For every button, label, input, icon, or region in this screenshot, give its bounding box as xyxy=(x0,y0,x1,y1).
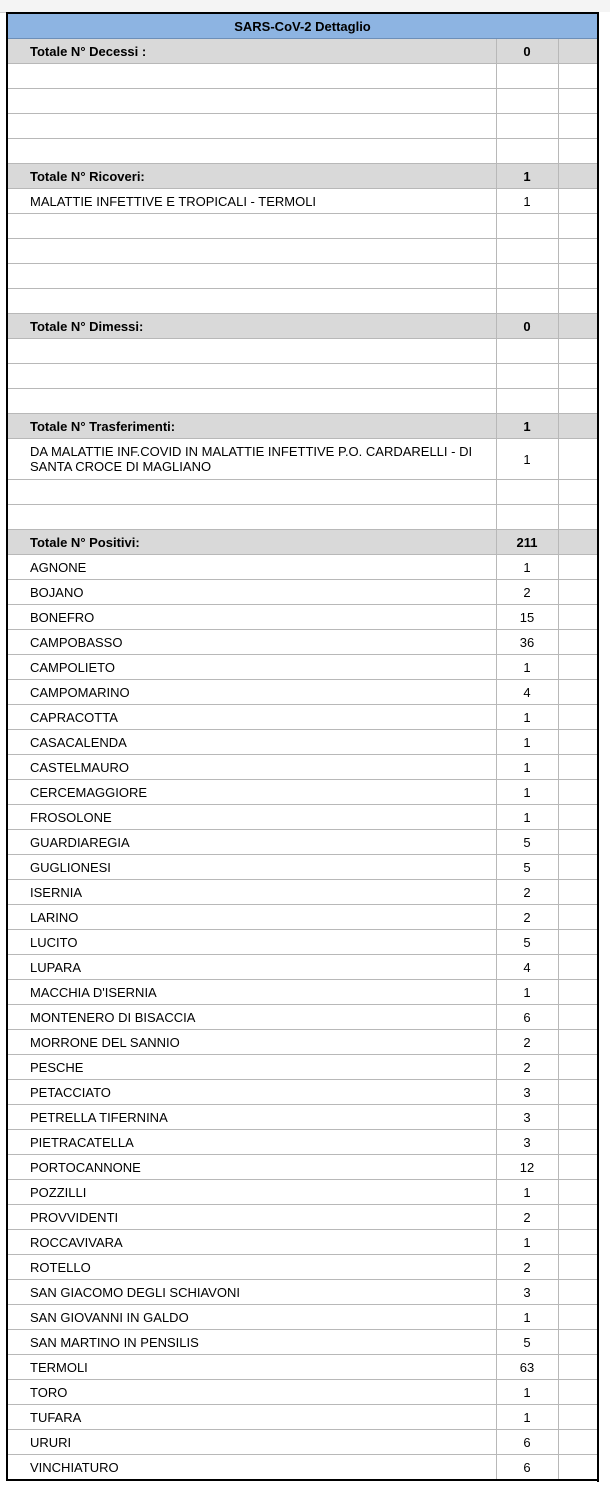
empty-cell xyxy=(496,505,558,530)
row-name: FROSOLONE xyxy=(7,805,496,830)
empty-cell xyxy=(558,580,598,605)
empty-cell xyxy=(558,555,598,580)
table-row xyxy=(7,1280,598,1305)
row-value: 63 xyxy=(496,1355,558,1380)
row-name: CASTELMAURO xyxy=(7,755,496,780)
empty-cell xyxy=(496,139,558,164)
table-row xyxy=(7,855,598,880)
row-name: URURI xyxy=(7,1430,496,1455)
empty-cell xyxy=(558,1230,598,1255)
table-row xyxy=(7,655,598,680)
empty-cell xyxy=(7,64,496,89)
empty-cell xyxy=(496,114,558,139)
row-name: TORO xyxy=(7,1380,496,1405)
empty-cell xyxy=(558,264,598,289)
row-value: 2 xyxy=(496,580,558,605)
empty-cell xyxy=(558,1405,598,1430)
empty-cell xyxy=(496,480,558,505)
detail-table xyxy=(6,12,599,1481)
empty-cell xyxy=(7,139,496,164)
section-total: 0 xyxy=(496,314,558,339)
section-header-row xyxy=(7,530,598,555)
row-name: SAN GIOVANNI IN GALDO xyxy=(7,1305,496,1330)
empty-cell xyxy=(496,289,558,314)
row-name: GUGLIONESI xyxy=(7,855,496,880)
table-row xyxy=(7,1030,598,1055)
empty-cell xyxy=(558,630,598,655)
empty-cell xyxy=(558,1455,598,1481)
table-row xyxy=(7,630,598,655)
empty-cell xyxy=(558,139,598,164)
row-name: TERMOLI xyxy=(7,1355,496,1380)
row-value: 5 xyxy=(496,1330,558,1355)
empty-cell xyxy=(558,655,598,680)
table-row xyxy=(7,1055,598,1080)
empty-cell xyxy=(558,1180,598,1205)
empty-cell xyxy=(7,114,496,139)
empty-cell xyxy=(558,39,598,64)
table-row xyxy=(7,1180,598,1205)
row-value: 1 xyxy=(496,780,558,805)
row-name: PIETRACATELLA xyxy=(7,1130,496,1155)
empty-cell xyxy=(558,605,598,630)
row-value: 3 xyxy=(496,1280,558,1305)
section-header-row xyxy=(7,414,598,439)
empty-cell xyxy=(558,730,598,755)
row-value: 4 xyxy=(496,955,558,980)
empty-cell xyxy=(558,780,598,805)
empty-cell xyxy=(558,1280,598,1305)
row-value: 1 xyxy=(496,705,558,730)
empty-cell xyxy=(7,339,496,364)
empty-cell xyxy=(496,214,558,239)
row-value: 5 xyxy=(496,830,558,855)
row-name: GUARDIAREGIA xyxy=(7,830,496,855)
row-name: PETRELLA TIFERNINA xyxy=(7,1105,496,1130)
empty-cell xyxy=(496,389,558,414)
row-value: 2 xyxy=(496,1255,558,1280)
row-value: 1 xyxy=(496,1405,558,1430)
section-header-row xyxy=(7,164,598,189)
blank-row xyxy=(7,239,598,264)
table-row xyxy=(7,780,598,805)
row-value: 2 xyxy=(496,1030,558,1055)
empty-cell xyxy=(558,980,598,1005)
table-row xyxy=(7,830,598,855)
row-value: 1 xyxy=(496,1380,558,1405)
row-value: 5 xyxy=(496,855,558,880)
blank-row xyxy=(7,114,598,139)
section-total: 211 xyxy=(496,530,558,555)
table-row xyxy=(7,805,598,830)
section-label: Totale N° Dimessi: xyxy=(7,314,496,339)
row-name: LARINO xyxy=(7,905,496,930)
row-name: VINCHIATURO xyxy=(7,1455,496,1481)
empty-cell xyxy=(558,930,598,955)
empty-cell xyxy=(7,480,496,505)
table-row xyxy=(7,1405,598,1430)
row-value: 1 xyxy=(496,805,558,830)
row-value: 4 xyxy=(496,680,558,705)
row-value: 12 xyxy=(496,1155,558,1180)
empty-cell xyxy=(558,1330,598,1355)
empty-cell xyxy=(558,855,598,880)
empty-cell xyxy=(558,239,598,264)
empty-cell xyxy=(496,239,558,264)
table-row xyxy=(7,705,598,730)
table-row xyxy=(7,1205,598,1230)
row-name: PESCHE xyxy=(7,1055,496,1080)
empty-cell xyxy=(558,705,598,730)
row-value: 6 xyxy=(496,1455,558,1481)
empty-cell xyxy=(7,289,496,314)
empty-cell xyxy=(7,214,496,239)
table-row xyxy=(7,755,598,780)
empty-cell xyxy=(558,1080,598,1105)
empty-cell xyxy=(496,264,558,289)
empty-cell xyxy=(558,505,598,530)
empty-cell xyxy=(558,339,598,364)
empty-cell xyxy=(558,64,598,89)
row-value: 5 xyxy=(496,930,558,955)
section-label: Totale N° Trasferimenti: xyxy=(7,414,496,439)
empty-cell xyxy=(496,364,558,389)
empty-cell xyxy=(558,389,598,414)
empty-cell xyxy=(558,289,598,314)
empty-cell xyxy=(558,830,598,855)
table-row xyxy=(7,605,598,630)
empty-cell xyxy=(558,1130,598,1155)
row-value: 1 xyxy=(496,1230,558,1255)
empty-cell xyxy=(558,1155,598,1180)
table-row xyxy=(7,1130,598,1155)
empty-cell xyxy=(558,805,598,830)
row-name: LUCITO xyxy=(7,930,496,955)
section-label: Totale N° Positivi: xyxy=(7,530,496,555)
table-row xyxy=(7,1455,598,1481)
row-value: 1 xyxy=(496,189,558,214)
blank-row xyxy=(7,389,598,414)
section-total: 0 xyxy=(496,39,558,64)
empty-cell xyxy=(558,1355,598,1380)
table-row xyxy=(7,1255,598,1280)
row-value: 2 xyxy=(496,880,558,905)
section-label: Totale N° Decessi : xyxy=(7,39,496,64)
row-name: PETACCIATO xyxy=(7,1080,496,1105)
table-row xyxy=(7,1305,598,1330)
row-name: DA MALATTIE INF.COVID IN MALATTIE INFETTIVE P.O. CARDARELLI - DI SANTA CROCE DI MAGLIANO xyxy=(7,439,496,480)
row-value: 1 xyxy=(496,439,558,480)
row-value: 6 xyxy=(496,1005,558,1030)
table-row xyxy=(7,1105,598,1130)
table-row xyxy=(7,1330,598,1355)
empty-cell xyxy=(558,1380,598,1405)
row-name: MALATTIE INFETTIVE E TROPICALI - TERMOLI xyxy=(7,189,496,214)
table-row xyxy=(7,1230,598,1255)
row-name: BONEFRO xyxy=(7,605,496,630)
table-row xyxy=(7,880,598,905)
empty-cell xyxy=(558,1205,598,1230)
empty-cell xyxy=(496,64,558,89)
row-name: LUPARA xyxy=(7,955,496,980)
section-label: Totale N° Ricoveri: xyxy=(7,164,496,189)
table-row xyxy=(7,930,598,955)
empty-cell xyxy=(558,1030,598,1055)
row-name: CAMPOLIETO xyxy=(7,655,496,680)
empty-cell xyxy=(558,439,598,480)
row-value: 1 xyxy=(496,730,558,755)
row-name: SAN GIACOMO DEGLI SCHIAVONI xyxy=(7,1280,496,1305)
empty-cell xyxy=(558,164,598,189)
row-value: 1 xyxy=(496,755,558,780)
section-header-row xyxy=(7,39,598,64)
blank-row xyxy=(7,64,598,89)
row-value: 2 xyxy=(496,1055,558,1080)
row-value: 2 xyxy=(496,1205,558,1230)
row-name: ISERNIA xyxy=(7,880,496,905)
row-name: MONTENERO DI BISACCIA xyxy=(7,1005,496,1030)
table-row xyxy=(7,980,598,1005)
empty-cell xyxy=(558,364,598,389)
table-row xyxy=(7,580,598,605)
row-name: PROVVIDENTI xyxy=(7,1205,496,1230)
row-value: 15 xyxy=(496,605,558,630)
table-title-row xyxy=(7,13,598,39)
empty-cell xyxy=(558,955,598,980)
blank-row xyxy=(7,214,598,239)
blank-row xyxy=(7,505,598,530)
row-name: POZZILLI xyxy=(7,1180,496,1205)
table-row xyxy=(7,439,598,480)
empty-cell xyxy=(7,89,496,114)
row-name: BOJANO xyxy=(7,580,496,605)
row-name: MACCHIA D'ISERNIA xyxy=(7,980,496,1005)
blank-row xyxy=(7,139,598,164)
empty-cell xyxy=(558,314,598,339)
empty-cell xyxy=(558,414,598,439)
row-name: SAN MARTINO IN PENSILIS xyxy=(7,1330,496,1355)
row-name: TUFARA xyxy=(7,1405,496,1430)
table-row xyxy=(7,730,598,755)
table-row xyxy=(7,905,598,930)
row-name: MORRONE DEL SANNIO xyxy=(7,1030,496,1055)
table-row xyxy=(7,1005,598,1030)
table-row xyxy=(7,555,598,580)
empty-cell xyxy=(558,530,598,555)
empty-cell xyxy=(558,680,598,705)
row-name: CERCEMAGGIORE xyxy=(7,780,496,805)
empty-cell xyxy=(7,239,496,264)
empty-cell xyxy=(558,905,598,930)
empty-cell xyxy=(558,1430,598,1455)
table-row xyxy=(7,1380,598,1405)
table-row xyxy=(7,1155,598,1180)
empty-cell xyxy=(7,364,496,389)
row-name: CASACALENDA xyxy=(7,730,496,755)
empty-cell xyxy=(496,89,558,114)
table-row xyxy=(7,680,598,705)
empty-cell xyxy=(558,1055,598,1080)
empty-cell xyxy=(7,505,496,530)
row-value: 1 xyxy=(496,980,558,1005)
empty-cell xyxy=(558,1255,598,1280)
blank-row xyxy=(7,89,598,114)
empty-cell xyxy=(558,114,598,139)
empty-cell xyxy=(558,480,598,505)
empty-cell xyxy=(558,755,598,780)
section-total: 1 xyxy=(496,164,558,189)
empty-cell xyxy=(558,880,598,905)
empty-cell xyxy=(558,1305,598,1330)
empty-cell xyxy=(558,189,598,214)
empty-cell xyxy=(496,339,558,364)
empty-cell xyxy=(7,264,496,289)
row-name: CAPRACOTTA xyxy=(7,705,496,730)
row-value: 3 xyxy=(496,1080,558,1105)
empty-cell xyxy=(558,1005,598,1030)
row-name: ROTELLO xyxy=(7,1255,496,1280)
empty-cell xyxy=(558,214,598,239)
table-title: SARS-CoV-2 Dettaglio xyxy=(7,13,598,39)
empty-cell xyxy=(558,89,598,114)
row-value: 6 xyxy=(496,1430,558,1455)
empty-cell xyxy=(558,1105,598,1130)
table-row xyxy=(7,189,598,214)
section-total: 1 xyxy=(496,414,558,439)
row-value: 36 xyxy=(496,630,558,655)
blank-row xyxy=(7,480,598,505)
row-value: 1 xyxy=(496,1305,558,1330)
row-value: 3 xyxy=(496,1130,558,1155)
table-row xyxy=(7,1355,598,1380)
table-row xyxy=(7,955,598,980)
row-name: CAMPOBASSO xyxy=(7,630,496,655)
row-value: 1 xyxy=(496,655,558,680)
table-row xyxy=(7,1430,598,1455)
table-row xyxy=(7,1080,598,1105)
row-value: 1 xyxy=(496,1180,558,1205)
row-value: 3 xyxy=(496,1105,558,1130)
row-name: ROCCAVIVARA xyxy=(7,1230,496,1255)
row-name: AGNONE xyxy=(7,555,496,580)
section-header-row xyxy=(7,314,598,339)
blank-row xyxy=(7,289,598,314)
blank-row xyxy=(7,339,598,364)
empty-cell xyxy=(7,389,496,414)
blank-row xyxy=(7,364,598,389)
blank-row xyxy=(7,264,598,289)
row-name: CAMPOMARINO xyxy=(7,680,496,705)
row-value: 1 xyxy=(496,555,558,580)
row-value: 2 xyxy=(496,905,558,930)
row-name: PORTOCANNONE xyxy=(7,1155,496,1180)
